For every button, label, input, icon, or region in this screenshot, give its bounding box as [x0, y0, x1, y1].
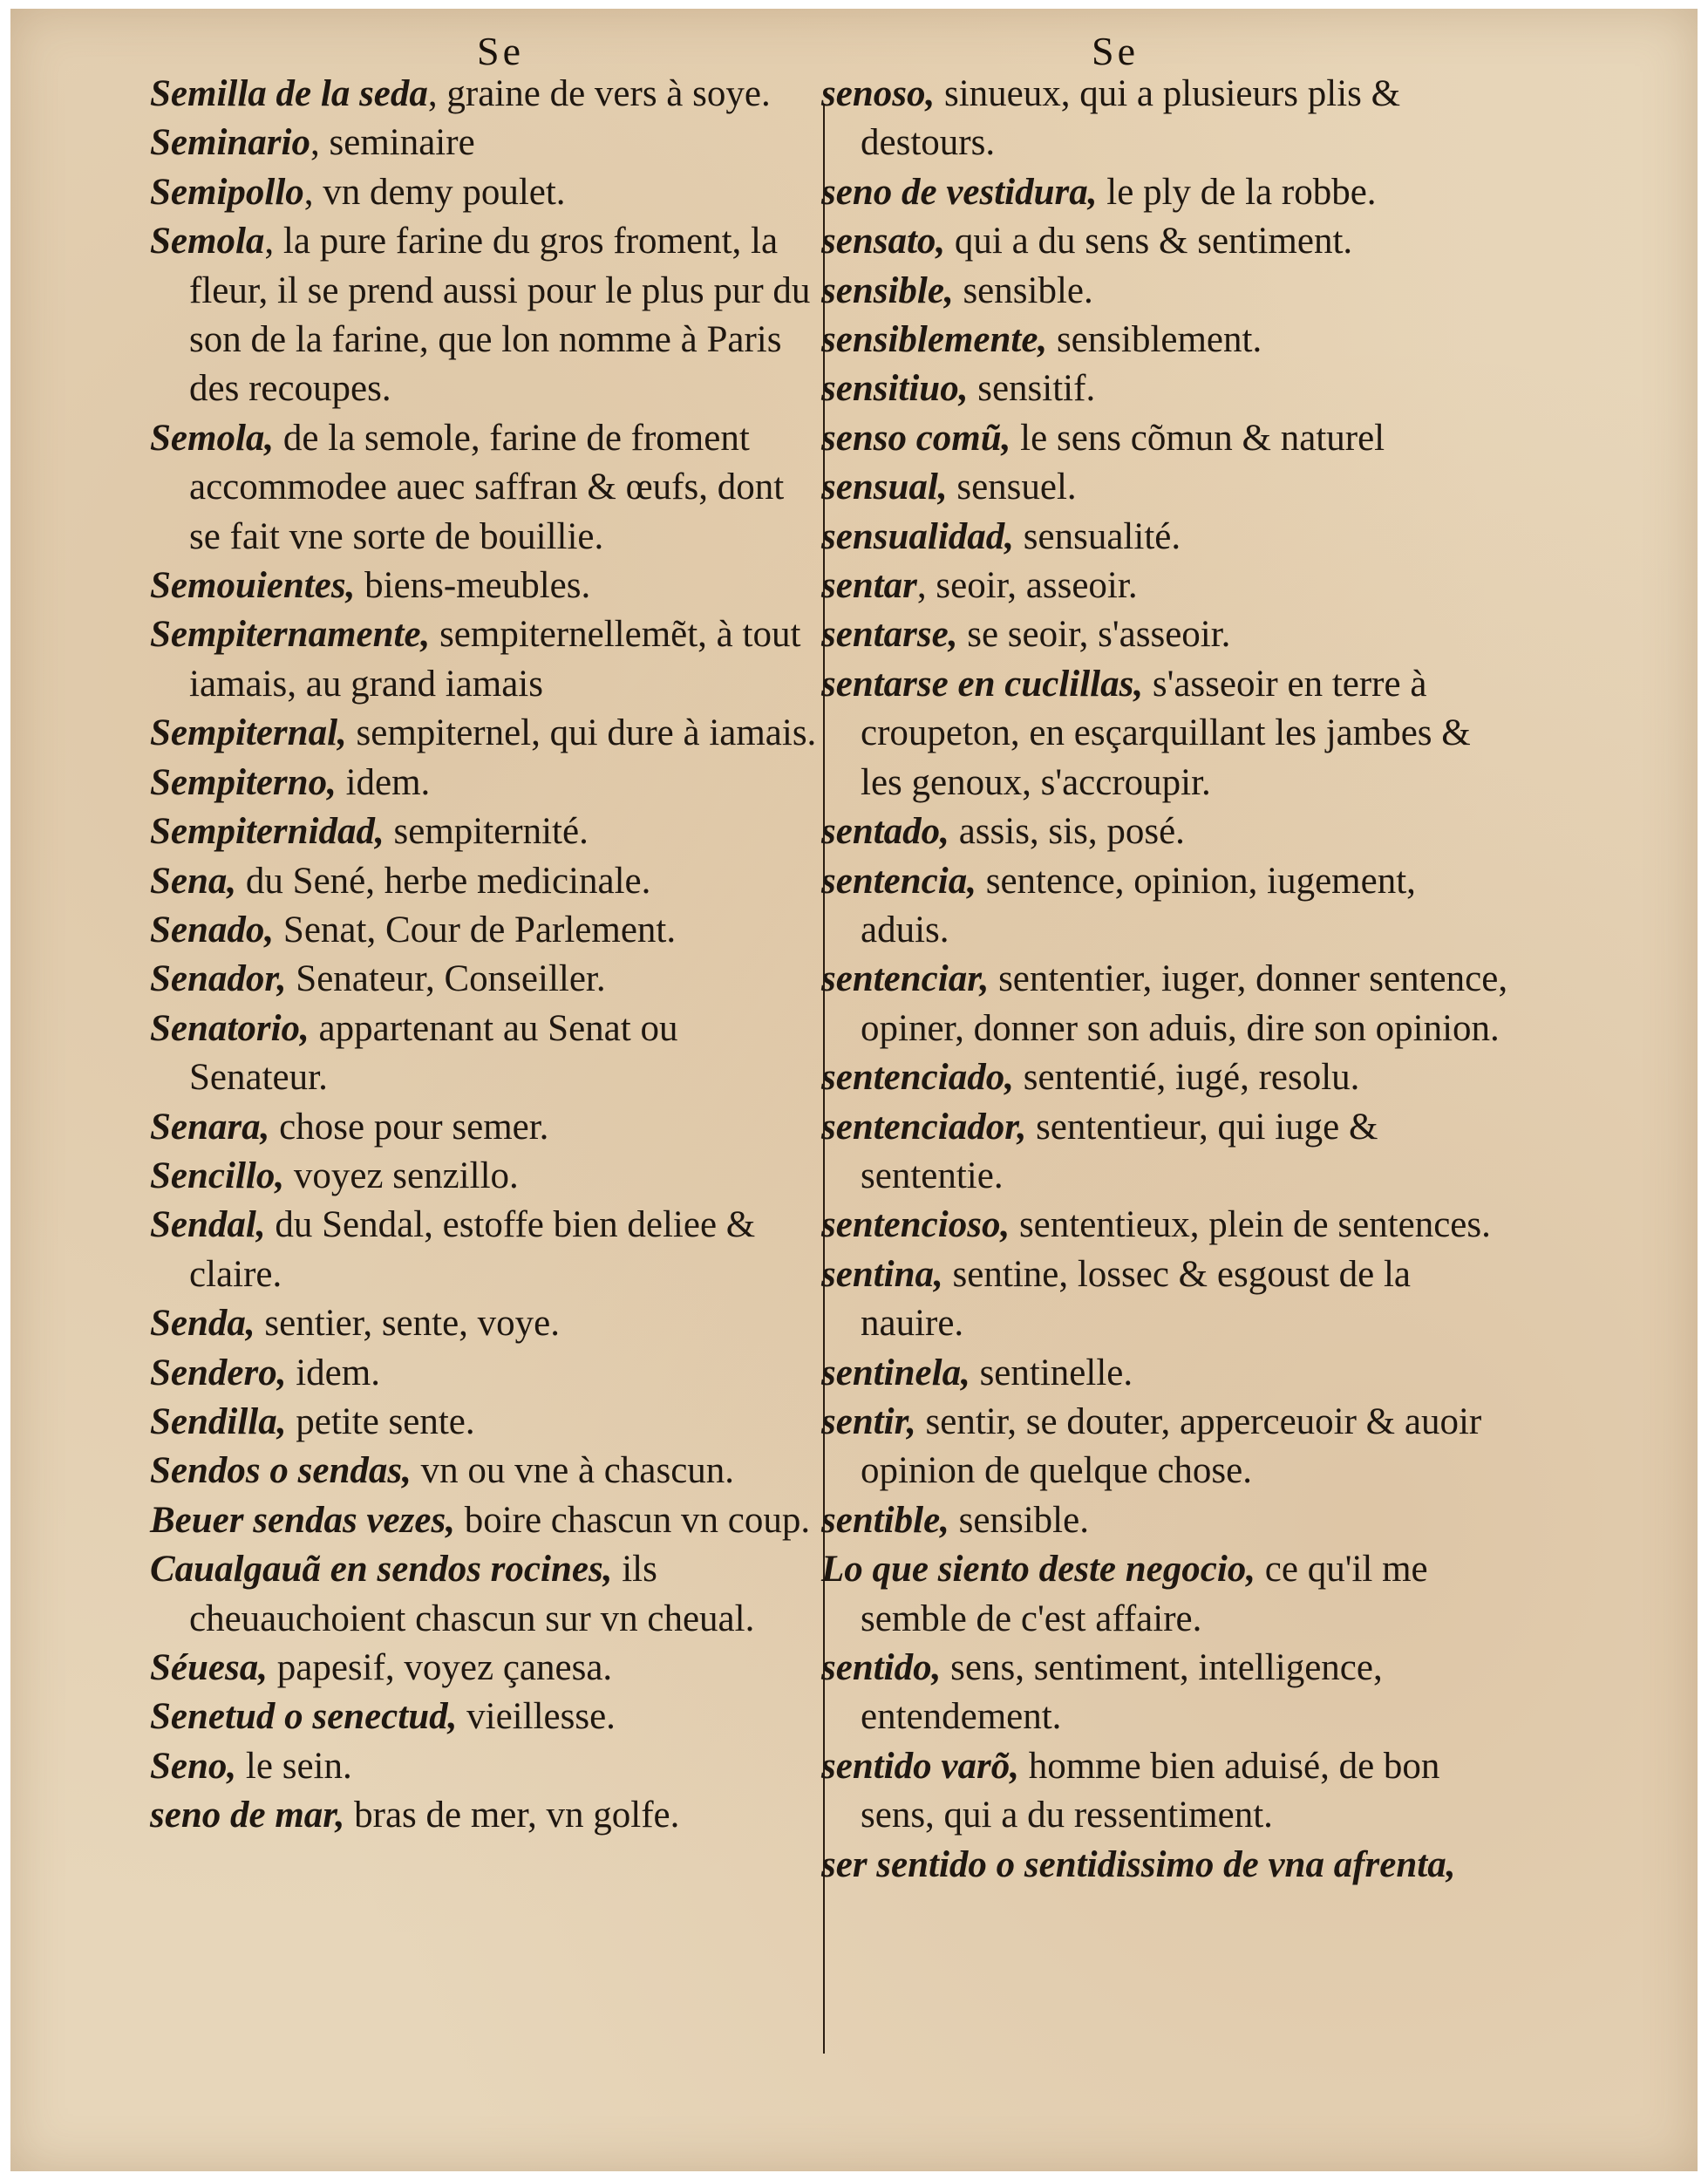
entry-headword: Senatorio, — [150, 1007, 310, 1049]
dictionary-entry — [821, 1250, 1510, 1349]
entry-definition: ils cheuauchoient chascun sur vn cheual. — [189, 1549, 755, 1639]
entry-definition: bras de mer, vn golfe. — [344, 1795, 680, 1836]
entry-headword: sentido varõ, — [821, 1745, 1019, 1787]
dictionary-entry — [821, 1103, 1510, 1202]
entry-headword: sentenciador, — [821, 1106, 1027, 1148]
entry-definition: , seminaire — [310, 122, 475, 164]
dictionary-entry — [821, 1742, 1510, 1841]
running-header-left: Se — [477, 29, 524, 73]
entry-definition: se seoir, s'asseoir. — [957, 614, 1231, 656]
entry-headword: Senda, — [150, 1303, 255, 1345]
entry-definition: du Sendal, estoffe bien deliee & claire. — [189, 1204, 756, 1295]
dictionary-entry — [150, 1644, 821, 1693]
entry-definition: homme bien aduisé, de bon sens, qui a du ressentiment. — [861, 1745, 1440, 1836]
entry-definition: , vn demy poulet. — [303, 171, 566, 213]
entry-definition: sensuel. — [947, 467, 1077, 508]
right-column — [821, 70, 1510, 1890]
dictionary-entry — [821, 1349, 1510, 1398]
dictionary-entry — [150, 955, 821, 1004]
dictionary-entry — [821, 513, 1510, 562]
entry-definition: sententier, iuger, donner sentence, opiner, donner son aduis, dire son opinion. — [861, 958, 1508, 1049]
entry-headword: Caualgauã en sendos rocines, — [150, 1549, 613, 1591]
dictionary-entry — [821, 1545, 1510, 1644]
dictionary-entry — [150, 217, 821, 414]
entry-headword: sentinela, — [821, 1352, 970, 1393]
entry-headword: Sendos o sendas, — [150, 1450, 412, 1492]
entry-definition: sempiternité. — [384, 811, 589, 853]
entry-definition: Senateur, Conseiller. — [286, 958, 606, 1000]
entry-definition: vn ou vne à chascun. — [411, 1450, 735, 1492]
dictionary-entry — [150, 709, 821, 758]
entry-definition: qui a du sens & sentiment. — [945, 221, 1353, 262]
dictionary-entry — [821, 955, 1510, 1053]
dictionary-entry — [150, 1398, 821, 1447]
left-column — [150, 70, 821, 1841]
entry-definition: , graine de vers à soye. — [427, 73, 771, 114]
entry-headword: sentencia, — [821, 860, 976, 902]
dictionary-entry — [150, 1447, 821, 1495]
entry-headword: Sempiterno, — [150, 761, 337, 803]
entry-definition: sensible. — [949, 1499, 1089, 1541]
entry-definition: appartenant au Senat ou Senateur. — [189, 1007, 678, 1099]
entry-headword: sentado, — [821, 811, 949, 853]
entry-definition: voyez senzillo. — [284, 1155, 519, 1196]
dictionary-entry — [150, 1299, 821, 1348]
entry-definition: sensiblement. — [1047, 319, 1262, 361]
dictionary-entry — [150, 414, 821, 562]
entry-definition: sentine, lossec & esgoust de la nauire. — [861, 1253, 1411, 1345]
entry-headword: Senado, — [150, 909, 275, 950]
dictionary-entry — [150, 1693, 821, 1741]
dictionary-page — [10, 9, 1698, 2171]
entry-definition: s'asseoir en terre à croupeton, en esçarquillant les jambes & les genoux, s'accroupir. — [861, 663, 1471, 803]
entry-definition: sententieur, qui iuge & sententie. — [861, 1106, 1378, 1196]
entry-definition: vieillesse. — [457, 1696, 616, 1738]
entry-headword: Semipollo — [150, 171, 304, 213]
entry-headword: sentenciar, — [821, 958, 990, 1000]
dictionary-entry — [150, 1791, 821, 1840]
entry-definition: papesif, voyez çanesa. — [267, 1647, 613, 1688]
entry-headword: Beuer sendas vezes, — [150, 1499, 455, 1541]
dictionary-entry — [150, 70, 821, 119]
entry-headword: sentir, — [821, 1400, 916, 1442]
entry-headword: seno de vestidura, — [821, 171, 1098, 213]
dictionary-entry — [150, 857, 821, 906]
entry-definition: , seoir, asseoir. — [916, 565, 1138, 607]
entry-definition: idem. — [286, 1352, 380, 1393]
entry-definition: sentier, sente, voye. — [255, 1303, 561, 1345]
entry-headword: Senetud o senectud, — [150, 1696, 458, 1738]
dictionary-entry — [821, 1496, 1510, 1545]
entry-headword: Seminario — [150, 122, 310, 164]
dictionary-entry — [150, 759, 821, 807]
entry-definition: sentence, opinion, iugement, aduis. — [861, 860, 1416, 950]
dictionary-entry — [821, 1398, 1510, 1496]
entry-definition: le sens cõmun & naturel — [1011, 417, 1385, 459]
entry-definition: sensible. — [953, 269, 1093, 311]
dictionary-entry — [821, 414, 1510, 463]
dictionary-entry — [150, 610, 821, 709]
entry-headword: Sendero, — [150, 1352, 287, 1393]
entry-headword: Seno, — [150, 1745, 237, 1787]
entry-headword: sensible, — [821, 269, 954, 311]
entry-headword: Sempiternamente, — [150, 614, 431, 656]
dictionary-entry — [821, 1841, 1510, 1890]
entry-definition: sempiternel, qui dure à iamais. — [346, 712, 817, 754]
entry-headword: sentina, — [821, 1253, 943, 1295]
dictionary-entry — [821, 463, 1510, 512]
dictionary-entry — [150, 1742, 821, 1791]
dictionary-entry — [821, 562, 1510, 610]
dictionary-entry — [821, 1201, 1510, 1250]
dictionary-entry — [821, 1644, 1510, 1742]
entry-headword: sentible, — [821, 1499, 949, 1541]
entry-definition: sens, sentiment, intelligence, entendement. — [861, 1647, 1383, 1738]
dictionary-entry — [821, 267, 1510, 316]
entry-headword: sentido, — [821, 1647, 942, 1688]
entry-headword: Semilla de la seda — [150, 73, 428, 114]
entry-headword: Sempiternal, — [150, 712, 347, 754]
entry-definition: Senat, Cour de Parlement. — [274, 909, 677, 950]
entry-headword: Senara, — [150, 1106, 270, 1148]
entry-headword: sentar — [821, 565, 917, 607]
entry-headword: sensiblemente, — [821, 319, 1048, 361]
dictionary-entry — [821, 168, 1510, 217]
entry-headword: sensual, — [821, 467, 948, 508]
entry-definition: petite sente. — [286, 1400, 475, 1442]
entry-definition: le ply de la robbe. — [1097, 171, 1377, 213]
dictionary-entry — [150, 1103, 821, 1152]
entry-headword: Sempiternidad, — [150, 811, 384, 853]
dictionary-entry — [821, 807, 1510, 856]
entry-definition: ce qu'il me semble de c'est affaire. — [861, 1549, 1428, 1639]
entry-definition: idem. — [336, 761, 431, 803]
entry-definition: boire chascun vn coup. — [454, 1499, 811, 1541]
dictionary-entry — [150, 1152, 821, 1201]
entry-definition: sententieux, plein de sentences. — [1010, 1204, 1491, 1246]
dictionary-entry — [821, 1053, 1510, 1102]
entry-definition: de la semole, farine de froment accommodee auec saffran & œufs, dont se fait vne sorte de bouillie. — [189, 417, 785, 557]
dictionary-entry — [821, 70, 1510, 168]
dictionary-entry — [150, 1201, 821, 1299]
entry-definition: sententié, iugé, resolu. — [1013, 1057, 1360, 1099]
entry-headword: Sena, — [150, 860, 237, 902]
dictionary-entry — [821, 316, 1510, 364]
entry-definition: sensualité. — [1014, 515, 1181, 557]
dictionary-entry — [150, 807, 821, 856]
entry-definition: assis, sis, posé. — [949, 811, 1185, 853]
entry-headword: sensitiuo, — [821, 368, 969, 410]
entry-headword: Sencillo, — [150, 1155, 285, 1196]
entry-definition: sensitif. — [968, 368, 1096, 410]
entry-definition: le sein. — [236, 1745, 352, 1787]
dictionary-entry — [150, 1349, 821, 1398]
dictionary-entry — [150, 119, 821, 167]
dictionary-entry — [150, 1005, 821, 1103]
entry-headword: Semola, — [150, 417, 275, 459]
entry-definition: du Sené, herbe medicinale. — [236, 860, 651, 902]
entry-definition: , la pure farine du gros froment, la fleur, il se prend aussi pour le plus pur du son de la farine, que lon nomme à Paris des recoupes. — [189, 221, 811, 410]
entry-headword: Senador, — [150, 958, 287, 1000]
dictionary-entry — [821, 610, 1510, 659]
dictionary-entry — [821, 857, 1510, 956]
entry-headword: sensato, — [821, 221, 946, 262]
dictionary-entry — [821, 364, 1510, 413]
entry-definition: sentir, se douter, apperceuoir & auoir opinion de quelque chose. — [861, 1400, 1482, 1492]
entry-headword: sentarse en cuclillas, — [821, 663, 1144, 705]
dictionary-entry — [821, 217, 1510, 266]
entry-definition: chose pour semer. — [269, 1106, 549, 1148]
dictionary-entry — [150, 168, 821, 217]
entry-headword: sentenciado, — [821, 1057, 1014, 1099]
entry-headword: ser sentido o sentidissimo de vna afrenta, — [821, 1843, 1456, 1885]
entry-headword: sentencioso, — [821, 1204, 1011, 1246]
entry-headword: Semola — [150, 221, 265, 262]
entry-definition: sinueux, qui a plusieurs plis & destours. — [861, 73, 1401, 164]
entry-definition: biens-meubles. — [355, 565, 591, 607]
dictionary-entry — [150, 906, 821, 955]
entry-headword: sentarse, — [821, 614, 958, 656]
entry-headword: Sendal, — [150, 1204, 266, 1246]
entry-headword: Lo que siento deste negocio, — [821, 1549, 1256, 1591]
entry-headword: senso comũ, — [821, 417, 1011, 459]
entry-headword: Séuesa, — [150, 1647, 268, 1688]
dictionary-entry — [821, 660, 1510, 807]
running-header-right: Se — [1092, 29, 1139, 73]
entry-headword: sensualidad, — [821, 515, 1015, 557]
entry-definition: sentinelle. — [970, 1352, 1133, 1393]
dictionary-entry — [150, 1545, 821, 1644]
dictionary-entry — [150, 1496, 821, 1545]
entry-headword: senoso, — [821, 73, 936, 114]
entry-headword: seno de mar, — [150, 1795, 345, 1836]
entry-definition: sempiternellemẽt, à tout iamais, au grand iamais — [189, 614, 801, 705]
entry-headword: Sendilla, — [150, 1400, 287, 1442]
dictionary-entry — [150, 562, 821, 610]
entry-headword: Semouientes, — [150, 565, 356, 607]
